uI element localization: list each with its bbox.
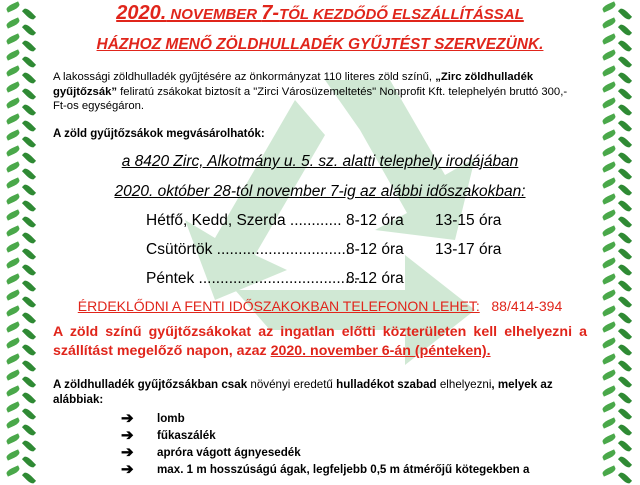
leaf-icon — [22, 375, 36, 389]
phone-number: 88/414-394 — [491, 298, 563, 314]
leaf-icon — [601, 369, 616, 380]
leaf-icon — [618, 375, 632, 389]
leaf-icon — [618, 279, 632, 293]
leaf-icon — [601, 1, 616, 12]
leaf-icon — [618, 55, 632, 69]
leaf-icon — [601, 209, 616, 220]
list-item: ➔ max. 1 m hosszúságú ágak, legfeljebb 0,5 m átmérőjű kötegekben a — [121, 461, 530, 478]
leaf-icon — [5, 145, 20, 156]
arrow-right-icon: ➔ — [121, 461, 134, 478]
leaf-icon — [5, 241, 20, 252]
office-address: a 8420 Zirc, Alkotmány u. 5. sz. alatti telephely irodájában — [121, 153, 519, 170]
leaf-icon — [5, 417, 20, 428]
leaf-icon — [22, 423, 36, 437]
phone-info — [50, 298, 590, 314]
leaf-icon — [5, 33, 20, 44]
leaf-icon — [22, 151, 36, 165]
leaf-icon — [618, 407, 632, 421]
leaf-icon — [618, 103, 632, 117]
leaf-icon — [22, 39, 36, 53]
leaf-icon — [618, 135, 632, 149]
leaf-icon — [601, 49, 616, 60]
leaf-icon — [618, 7, 632, 21]
leaf-icon — [618, 119, 632, 133]
leaf-icon — [22, 231, 36, 245]
headline-line-1: 2020. NOVEMBER 7-TŐL KEZDŐDŐ ELSZÁLLÍTÁSSAL — [116, 2, 524, 24]
leaf-icon — [618, 215, 632, 229]
leaf-icon — [601, 241, 616, 252]
phone-label: ÉRDEKLŐDNI A FENTI IDŐSZAKOKBAN TELEFONON LEHET: — [77, 298, 480, 314]
leaf-icon — [618, 423, 632, 437]
leaf-icon — [22, 455, 36, 469]
leaf-icon — [22, 247, 36, 261]
right-leaf-border — [596, 0, 640, 480]
leaf-icon — [5, 17, 20, 28]
leaf-icon — [601, 401, 616, 412]
arrow-right-icon: ➔ — [121, 444, 134, 461]
leaf-icon — [601, 129, 616, 140]
list-item: ➔ fűkaszálék — [121, 427, 216, 444]
leaf-icon — [22, 23, 36, 37]
leaf-icon — [601, 337, 616, 348]
leaf-icon — [22, 311, 36, 325]
leaf-icon — [601, 449, 616, 460]
headline-line-2: HÁZHOZ MENŐ ZÖLDHULLADÉK GYŰJTÉST SZERVEZÜNK. — [96, 36, 544, 53]
leaf-icon — [618, 471, 632, 485]
leaf-icon — [22, 343, 36, 357]
leaf-icon — [22, 199, 36, 213]
leaf-icon — [22, 87, 36, 101]
leaf-icon — [601, 17, 616, 28]
leaf-icon — [618, 247, 632, 261]
leaf-icon — [618, 23, 632, 37]
left-leaf-border — [0, 0, 44, 480]
leaf-icon — [618, 87, 632, 101]
leaf-icon — [22, 279, 36, 293]
leaf-icon — [618, 295, 632, 309]
leaf-icon — [601, 305, 616, 316]
leaf-icon — [22, 263, 36, 277]
leaf-icon — [5, 225, 20, 236]
opening-hours-table — [146, 212, 501, 299]
leaf-icon — [601, 417, 616, 428]
leaf-icon — [601, 81, 616, 92]
leaf-icon — [618, 327, 632, 341]
leaf-icon — [601, 433, 616, 444]
leaf-icon — [22, 215, 36, 229]
leaf-icon — [618, 439, 632, 453]
allowed-waste-intro: A zöldhulladék gyűjtőzsákban csak növényi eredetű hulladékot szabad elhelyezni, melyek az alábbiak: — [53, 378, 553, 406]
leaf-icon — [5, 49, 20, 60]
leaf-icon — [618, 151, 632, 165]
leaf-icon — [618, 343, 632, 357]
leaf-icon — [618, 39, 632, 53]
purchase-heading: A zöld gyűjtőzsákok megvásárolhatók: — [53, 128, 265, 140]
leaf-icon — [5, 353, 20, 364]
leaf-icon — [601, 321, 616, 332]
leaf-icon — [5, 449, 20, 460]
leaf-icon — [5, 113, 20, 124]
leaf-icon — [618, 359, 632, 373]
leaf-icon — [5, 401, 20, 412]
leaf-icon — [5, 97, 20, 108]
leaf-icon — [5, 369, 20, 380]
list-item: ➔ lomb — [121, 410, 185, 427]
leaf-icon — [601, 385, 616, 396]
leaf-icon — [601, 465, 616, 476]
leaf-icon — [5, 81, 20, 92]
leaf-icon — [22, 439, 36, 453]
leaf-icon — [5, 177, 20, 188]
leaf-icon — [22, 391, 36, 405]
leaf-icon — [5, 321, 20, 332]
leaf-icon — [5, 305, 20, 316]
intro-paragraph: A lakossági zöldhulladék gyűjtésére az önkormányzat 110 literes zöld színű, „Zirc zöldhulladék gyűjtőzsák” feliratú zsákokat biztosít a "Zirci Városüzemeltetés" Nonprofit Kft. telephelyén bruttó 300,- Ft-os egységáron. — [53, 71, 568, 112]
list-item: ➔ apróra vágott ágnyesedék — [121, 444, 301, 461]
leaf-icon — [618, 231, 632, 245]
hours-row: Csütörtök ............................... 8-12 óra 13-17 óra — [146, 241, 502, 258]
leaf-icon — [601, 193, 616, 204]
leaf-icon — [22, 359, 36, 373]
leaf-icon — [22, 471, 36, 485]
leaf-icon — [22, 103, 36, 117]
leaf-icon — [22, 135, 36, 149]
leaf-icon — [601, 161, 616, 172]
leaf-icon — [5, 209, 20, 220]
leaf-icon — [618, 391, 632, 405]
leaf-icon — [22, 71, 36, 85]
leaf-icon — [601, 177, 616, 188]
leaf-icon — [22, 7, 36, 21]
arrow-right-icon: ➔ — [121, 427, 134, 444]
leaf-icon — [5, 129, 20, 140]
leaf-icon — [5, 161, 20, 172]
hours-row: Péntek ...................................... 8-12 óra — [146, 270, 404, 287]
flyer-content — [50, 0, 590, 480]
leaf-icon — [22, 183, 36, 197]
leaf-icon — [22, 55, 36, 69]
leaf-icon — [618, 71, 632, 85]
leaf-icon — [5, 433, 20, 444]
placement-warning: A zöld színű gyűjtőzsákokat az ingatlan előtti közterületen kell elhelyezni a szállítást megelőző napon, azaz 2020. november 6-án (pénteken). — [53, 324, 587, 359]
leaf-icon — [618, 455, 632, 469]
leaf-icon — [618, 263, 632, 277]
leaf-icon — [601, 225, 616, 236]
leaf-icon — [5, 65, 20, 76]
leaf-icon — [601, 113, 616, 124]
leaf-icon — [601, 289, 616, 300]
leaf-icon — [22, 119, 36, 133]
leaf-icon — [601, 65, 616, 76]
leaf-icon — [5, 337, 20, 348]
leaf-icon — [601, 97, 616, 108]
leaf-icon — [618, 199, 632, 213]
leaf-icon — [5, 273, 20, 284]
sales-period: 2020. október 28-tól november 7-ig az alábbi időszakokban: — [114, 183, 526, 200]
leaf-icon — [5, 1, 20, 12]
leaf-icon — [601, 273, 616, 284]
leaf-icon — [5, 465, 20, 476]
allowed-waste-list — [121, 410, 529, 478]
arrow-right-icon: ➔ — [121, 410, 134, 427]
leaf-icon — [5, 289, 20, 300]
leaf-icon — [22, 295, 36, 309]
leaf-icon — [618, 167, 632, 181]
leaf-icon — [601, 33, 616, 44]
leaf-icon — [22, 167, 36, 181]
leaf-icon — [618, 183, 632, 197]
leaf-icon — [601, 353, 616, 364]
leaf-icon — [5, 385, 20, 396]
hours-row: Hétfő, Kedd, Szerda ............ 8-12 óra 13-15 óra — [146, 212, 502, 229]
leaf-icon — [618, 311, 632, 325]
leaf-icon — [22, 407, 36, 421]
leaf-icon — [5, 193, 20, 204]
leaf-icon — [601, 257, 616, 268]
leaf-icon — [5, 257, 20, 268]
leaf-icon — [22, 327, 36, 341]
leaf-icon — [601, 145, 616, 156]
